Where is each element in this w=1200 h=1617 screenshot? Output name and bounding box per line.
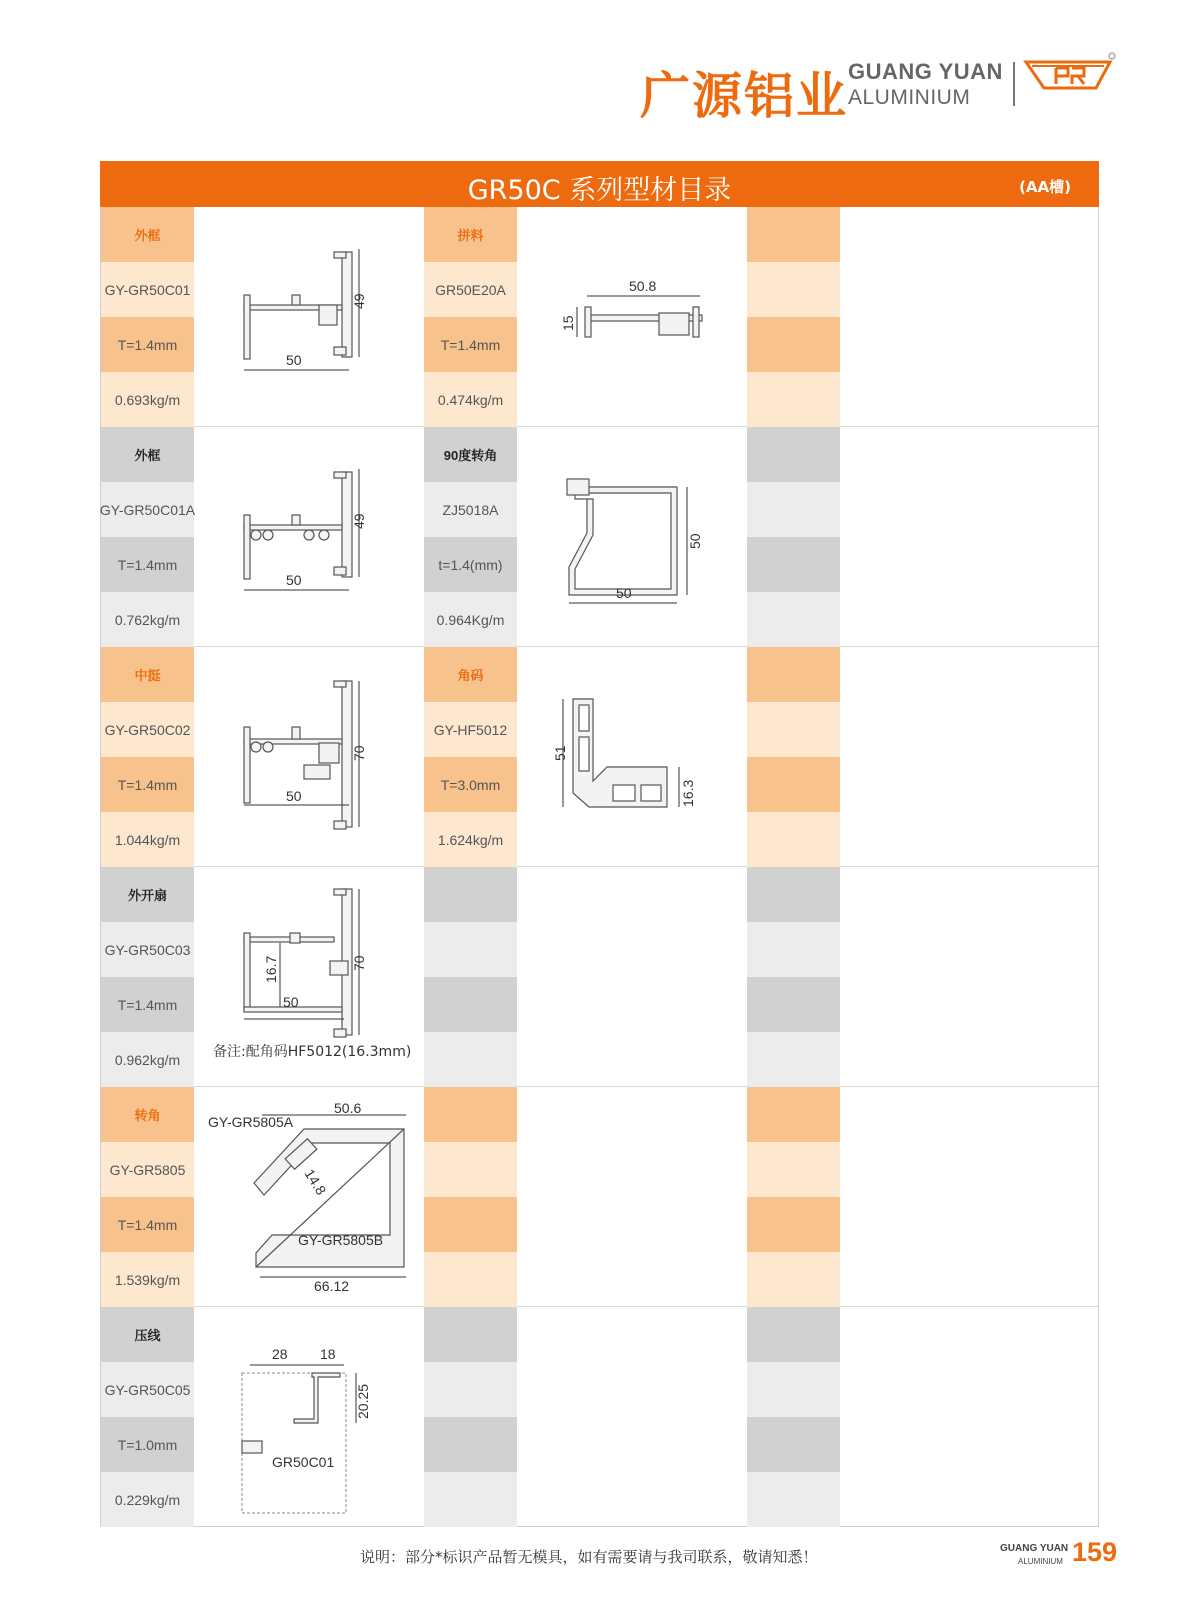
profile-drawing — [194, 1087, 434, 1306]
product-labels — [424, 427, 517, 646]
dim-height: 49 — [351, 513, 367, 529]
dim-width: 50 — [286, 352, 302, 368]
page-subtitle: (AA槽) — [1019, 178, 1071, 196]
product-name: 外开扇 — [101, 867, 194, 922]
dim-height: 49 — [351, 293, 367, 309]
product-code: GY-GR5805 — [101, 1142, 194, 1197]
dim-top: 50.6 — [334, 1100, 362, 1116]
dim-slot: 14.8 — [301, 1166, 330, 1198]
profile-drawing — [194, 207, 434, 426]
brand-name-en: GUANG YUAN — [848, 59, 1003, 84]
profile-drawing — [194, 1307, 434, 1526]
dim-height: 50 — [687, 533, 703, 549]
product-labels — [101, 647, 194, 866]
dim-width: 50.8 — [629, 278, 657, 294]
profile-drawing — [517, 647, 757, 866]
catalog-grid — [100, 207, 1099, 1527]
catalog-row — [101, 867, 1098, 1087]
product-weight: 1.044kg/m — [101, 812, 194, 867]
product-code: GY-GR50C01A — [101, 482, 194, 537]
product-code: GY-GR50C05 — [101, 1362, 194, 1417]
empty-labels — [747, 207, 840, 426]
product-code: GY-GR50C03 — [101, 922, 194, 977]
product-thickness: T=1.4mm — [101, 757, 194, 812]
product-weight: 0.474kg/m — [424, 372, 517, 427]
product-weight: 0.693kg/m — [101, 372, 194, 427]
brand-mark-icon — [1022, 52, 1118, 104]
product-name: 外框 — [101, 207, 194, 262]
product-thickness: T=1.4mm — [101, 1197, 194, 1252]
product-name: 转角 — [101, 1087, 194, 1142]
product-weight: 1.539kg/m — [101, 1252, 194, 1307]
product-weight: 0.229kg/m — [101, 1472, 194, 1527]
empty-labels — [747, 647, 840, 866]
product-labels — [101, 207, 194, 426]
product-name: 压线 — [101, 1307, 194, 1362]
product-code: GR50E20A — [424, 262, 517, 317]
part-b-label: GY-GR5805B — [298, 1232, 384, 1248]
empty-labels — [747, 427, 840, 646]
product-thickness: T=1.4mm — [424, 317, 517, 372]
empty-labels — [747, 1087, 840, 1306]
product-name: 角码 — [424, 647, 517, 702]
product-code: ZJ5018A — [424, 482, 517, 537]
product-thickness: T=3.0mm — [424, 757, 517, 812]
profile-drawing — [194, 427, 434, 646]
dim-height: 70 — [351, 955, 367, 971]
catalog-row — [101, 207, 1098, 427]
product-labels — [424, 647, 517, 866]
part-a-label: GY-GR5805A — [208, 1114, 294, 1130]
empty-labels — [424, 1307, 517, 1526]
brand-separator — [1013, 62, 1015, 106]
product-weight: 0.762kg/m — [101, 592, 194, 647]
product-labels — [101, 1087, 194, 1306]
dim-width: 50 — [283, 994, 299, 1010]
product-thickness: T=1.0mm — [101, 1417, 194, 1472]
page-number: 159 — [1072, 1537, 1118, 1567]
empty-labels — [424, 867, 517, 1086]
title-bar — [100, 161, 1099, 207]
footer-brand: GUANG YUAN — [1000, 1543, 1069, 1554]
profile-drawing — [517, 207, 757, 426]
product-weight: 1.624kg/m — [424, 812, 517, 867]
catalog-row — [101, 647, 1098, 867]
dim-height: 15 — [560, 315, 576, 331]
empty-labels — [747, 867, 840, 1086]
product-name: 外框 — [101, 427, 194, 482]
dim-inner: 16.7 — [263, 955, 279, 983]
product-thickness: T=1.4mm — [101, 317, 194, 372]
dim-b: 18 — [320, 1346, 336, 1362]
product-name: 90度转角 — [424, 427, 517, 482]
dim-bottom: 66.12 — [314, 1278, 350, 1294]
empty-labels — [424, 1087, 517, 1306]
dim-width: 50 — [286, 572, 302, 588]
product-name: 中挺 — [101, 647, 194, 702]
product-labels — [424, 207, 517, 426]
page-title: GR50C 系列型材目录 — [467, 175, 732, 206]
product-thickness: T=1.4mm — [101, 537, 194, 592]
dim-small: 16.3 — [680, 779, 696, 807]
product-labels — [101, 1307, 194, 1526]
catalog-row — [101, 1307, 1098, 1527]
product-weight: 0.964Kg/m — [424, 592, 517, 647]
product-labels — [101, 867, 194, 1086]
profile-drawing — [517, 427, 757, 646]
footer-note: 说明：部分*标识产品暂无模具，如有需要请与我司联系，敬请知悉！ — [360, 1548, 818, 1566]
dim-width: 50 — [286, 788, 302, 804]
dim-height: 20.25 — [355, 1383, 371, 1419]
profile-note: 备注:配角码HF5012(16.3mm) — [213, 1044, 412, 1060]
product-code: GY-HF5012 — [424, 702, 517, 757]
footer-brand-sub: ALUMINIUM — [1018, 1557, 1063, 1566]
dim-height: 51 — [552, 745, 568, 761]
catalog-row — [101, 1087, 1098, 1307]
dim-height: 70 — [351, 745, 367, 761]
product-labels — [101, 427, 194, 646]
dim-a: 28 — [272, 1346, 288, 1362]
product-code: GY-GR50C02 — [101, 702, 194, 757]
profile-drawing — [194, 647, 434, 866]
ref-label: GR50C01 — [272, 1454, 335, 1470]
product-thickness: t=1.4(mm) — [424, 537, 517, 592]
product-weight: 0.962kg/m — [101, 1032, 194, 1087]
catalog-row — [101, 427, 1098, 647]
dim-width: 50 — [616, 585, 632, 601]
brand-name-cn: 广源铝业 — [640, 67, 848, 125]
product-name: 拼料 — [424, 207, 517, 262]
product-thickness: T=1.4mm — [101, 977, 194, 1032]
empty-labels — [747, 1307, 840, 1526]
brand-name-en-sub: ALUMINIUM — [848, 86, 971, 109]
product-code: GY-GR50C01 — [101, 262, 194, 317]
